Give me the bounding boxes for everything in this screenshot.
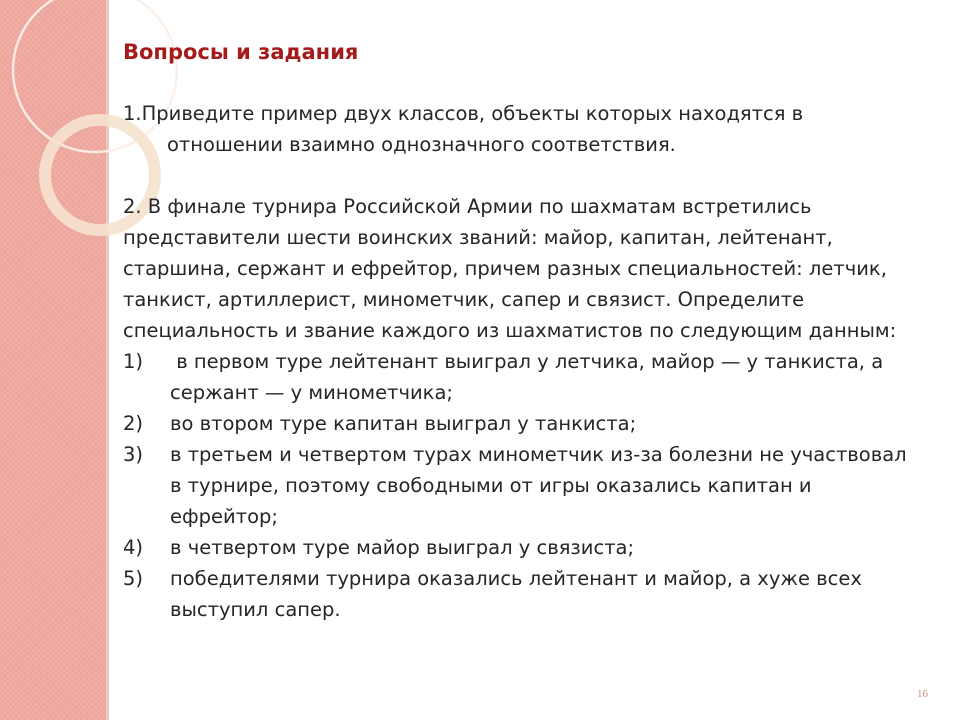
question-2: 2. В финале турнира Российской Армии по шахматам встретились представители шести воинских званий: майор, капитан, лейтенант, старшина, сержант и ефрейтор, причем разных специальностей: летчик, танкист, артиллерист, минометчик, сапер и связист. Определите специальность и звание каждого из шахматистов по следующим данным: [123,195,897,342]
list-item [123,408,913,439]
slide-page-number: 16 [917,688,928,700]
list-item-number: 4) [123,536,144,559]
list-item [123,532,913,563]
list-item [123,346,913,408]
list-item [123,563,913,625]
conditions-list [123,346,913,625]
list-item-text: во втором туре капитан выиграл у танкиста; [170,412,637,435]
list-item-text: победителями турнира оказались лейтенант и майор, а хуже всех выступил сапер. [170,567,862,621]
slide-body [123,98,913,625]
question-1: 1.Приведите пример двух классов, объекты которых находятся в отношении взаимно однозначного соответствия. [123,102,804,156]
list-item [123,439,913,532]
list-item-text: в четвертом туре майор выиграл у связиста; [170,536,635,559]
list-item-number: 1) [123,350,144,373]
slide-title: Вопросы и задания [123,40,359,64]
list-item-number: 2) [123,412,144,435]
list-item-text: в первом туре лейтенант выиграл у летчика, майор — у танкиста, а сержант — у минометчика; [170,350,890,404]
list-item-text: в третьем и четвертом турах минометчик из-за болезни не участвовал в турнире, поэтому свободными от игры оказались капитан и ефрейтор; [170,443,907,528]
list-item-number: 5) [123,567,144,590]
list-item-number: 3) [123,443,144,466]
